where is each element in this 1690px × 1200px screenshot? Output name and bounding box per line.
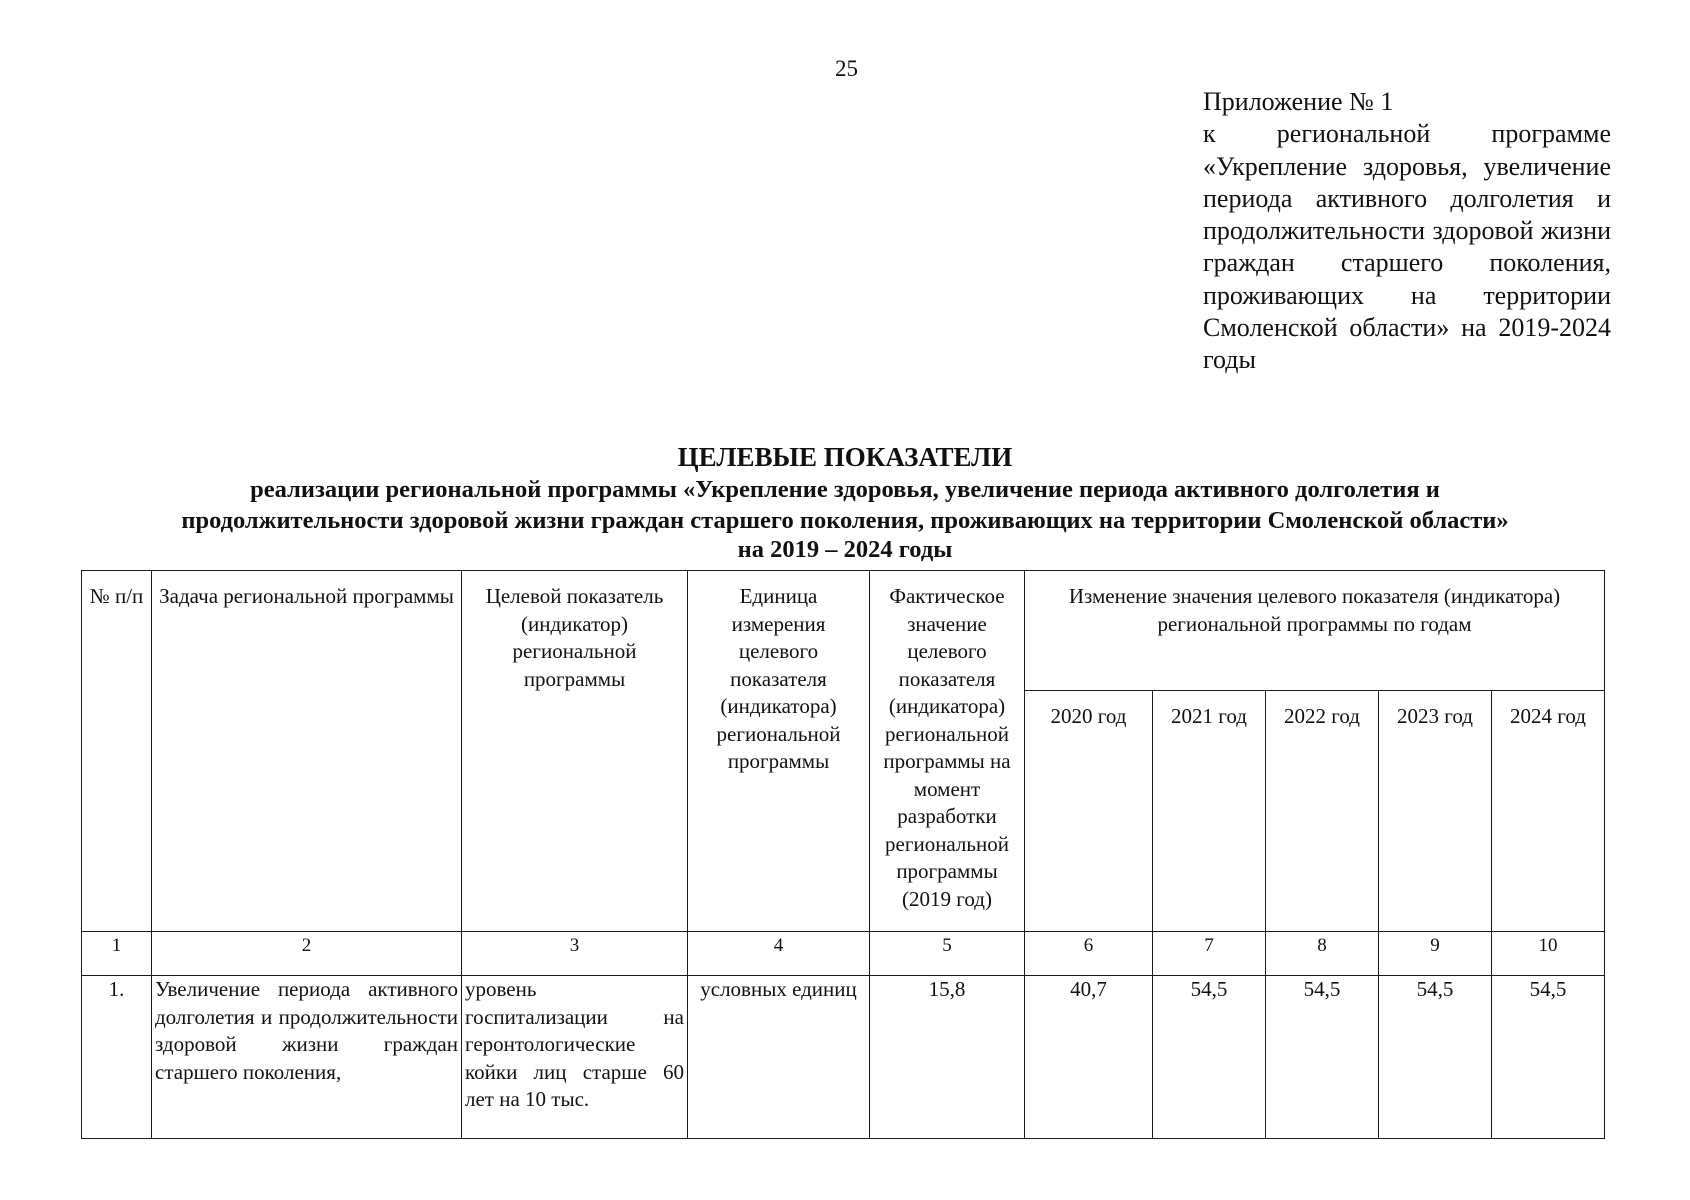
header-indicator: Целевой показатель (индикатор) региональной программы: [462, 571, 688, 932]
title-subtitle-line1: реализации региональной программы «Укрепление здоровья, увеличение периода активного долголетия и: [250, 476, 1440, 503]
row-task: Увеличение периода активного долголетия и продолжительности здоровой жизни граждан старшего поколения,: [152, 976, 462, 1139]
column-number: 8: [1266, 932, 1379, 976]
row-value-2024: 54,5: [1492, 976, 1605, 1139]
row-unit: условных единиц: [688, 976, 870, 1139]
row-value-2022: 54,5: [1266, 976, 1379, 1139]
column-number-row: [82, 932, 1605, 976]
column-number: 1: [82, 932, 152, 976]
column-number: 7: [1153, 932, 1266, 976]
page-number: 25: [835, 56, 858, 81]
row-value-2020: 40,7: [1025, 976, 1153, 1139]
appendix-note: [1203, 86, 1611, 377]
column-number: 9: [1379, 932, 1492, 976]
title-subtitle-line2: продолжительности здоровой жизни граждан старшего поколения, проживающих на территории Смоленской области»: [181, 507, 1509, 534]
row-value-2023: 54,5: [1379, 976, 1492, 1139]
header-task: Задача региональной программы: [152, 571, 462, 932]
header-year-2020: 2020 год: [1025, 691, 1153, 932]
header-year-2023: 2023 год: [1379, 691, 1492, 932]
table-row: [82, 976, 1605, 1139]
header-num: № п/п: [82, 571, 152, 932]
column-number: 2: [152, 932, 462, 976]
column-number: 10: [1492, 932, 1605, 976]
appendix-title: Приложение № 1: [1203, 87, 1394, 116]
title-years: на 2019 – 2024 годы: [737, 536, 953, 563]
indicators-table: [81, 570, 1605, 1139]
column-number: 3: [462, 932, 688, 976]
header-year-2022: 2022 год: [1266, 691, 1379, 932]
title-main: ЦЕЛЕВЫЕ ПОКАЗАТЕЛИ: [677, 442, 1013, 472]
document-title: [60, 440, 1630, 564]
header-change-by-year: Изменение значения целевого показателя (индикатора) региональной программы по годам: [1025, 571, 1605, 691]
row-num: 1.: [82, 976, 152, 1139]
column-number: 5: [870, 932, 1025, 976]
header-year-2021: 2021 год: [1153, 691, 1266, 932]
row-actual-value: 15,8: [870, 976, 1025, 1139]
row-indicator: уровень госпитализации на геронтологические койки лиц старше 60 лет на 10 тыс.: [462, 976, 688, 1139]
header-actual: Фактическое значение целевого показателя (индикатора) региональной программы на момент разработки региональной программы (2019 год): [870, 571, 1025, 932]
header-unit: Единица измерения целевого показателя (индикатора) региональной программы: [688, 571, 870, 932]
column-number: 4: [688, 932, 870, 976]
appendix-text: к региональной программе «Укрепление здоровья, увеличение периода активного долголетия и продолжительности здоровой жизни граждан старшего поколения, проживающих на территории Смоленской области» на 2019-2024 годы: [1203, 119, 1611, 375]
header-year-2024: 2024 год: [1492, 691, 1605, 932]
row-value-2021: 54,5: [1153, 976, 1266, 1139]
column-number: 6: [1025, 932, 1153, 976]
